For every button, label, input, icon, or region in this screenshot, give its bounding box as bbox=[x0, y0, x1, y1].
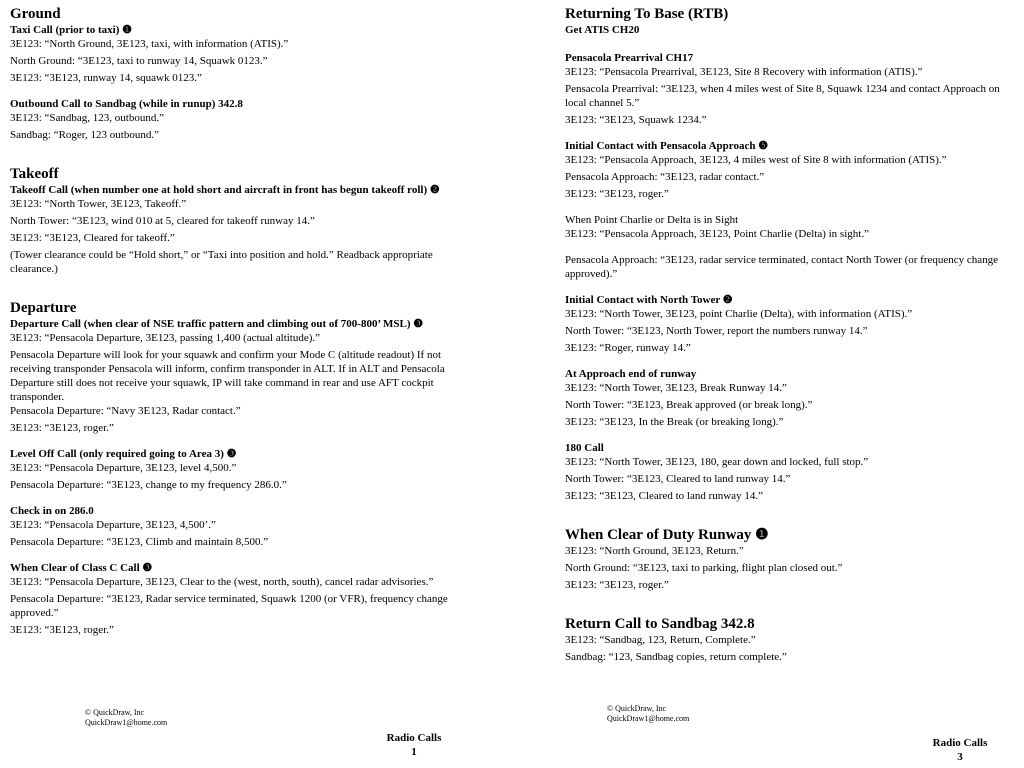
dialog-line: Sandbag: “123, Sandbag copies, return complete.” bbox=[565, 651, 787, 663]
dialog-line: North Tower: “3E123, North Tower, report the numbers runway 14.” bbox=[565, 325, 868, 337]
section-heading-ground: Ground bbox=[10, 6, 61, 22]
dialog-line: 3E123: “Roger, runway 14.” bbox=[565, 342, 691, 354]
dialog-line: Pensacola Departure: “3E123, Radar service terminated, Squawk 1200 (or VFR), frequency change approved.” bbox=[10, 593, 448, 619]
clearance-note: (Tower clearance could be “Hold short,” or “Taxi into position and hold.” Readback appropriate clearance.) bbox=[10, 249, 433, 275]
page-title: Radio Calls bbox=[932, 737, 988, 749]
dialog-line: North Ground: “3E123, taxi to parking, flight plan closed out.” bbox=[565, 562, 843, 574]
dialog-line: North Tower: “3E123, wind 010 at 5, cleared for takeoff runway 14.” bbox=[10, 215, 315, 227]
page-number: 1 bbox=[411, 746, 417, 758]
dialog-line: 3E123: “3E123, Cleared for takeoff.” bbox=[10, 232, 175, 244]
call-heading-approach: Initial Contact with Pensacola Approach ❺ bbox=[565, 140, 769, 152]
dialog-line: Sandbag: “Roger, 123 outbound.” bbox=[10, 129, 159, 141]
dialog-line: Pensacola Prearrival: “3E123, when 4 miles west of Site 8, Squawk 1234 and contact Approach on local channel 5.” bbox=[565, 83, 1000, 109]
call-heading-north-tower: Initial Contact with North Tower ❷ bbox=[565, 294, 733, 306]
page-label bbox=[920, 736, 1000, 764]
call-heading-departure: Departure Call (when clear of NSE traffic pattern and climbing out of 700-800’ MSL) ❸ bbox=[10, 318, 424, 330]
call-heading-taxi: Taxi Call (prior to taxi) ❶ bbox=[10, 24, 132, 36]
copyright-footer bbox=[607, 704, 689, 724]
call-heading-takeoff: Takeoff Call (when number one at hold short and aircraft in front has begun takeoff roll) ❷ bbox=[10, 184, 440, 196]
left-column bbox=[10, 5, 460, 640]
dialog-line: 3E123: “3E123, roger.” bbox=[565, 188, 669, 200]
section-heading-duty-runway: When Clear of Duty Runway ❶ bbox=[565, 527, 769, 543]
call-heading-180: 180 Call bbox=[565, 442, 604, 454]
dialog-line: 3E123: “North Tower, 3E123, 180, gear down and locked, full stop.” bbox=[565, 456, 869, 468]
dialog-line: 3E123: “Sandbag, 123, Return, Complete.” bbox=[565, 634, 756, 646]
dialog-line: North Tower: “3E123, Cleared to land runway 14.” bbox=[565, 473, 791, 485]
dialog-line: 3E123: “Pensacola Departure, 3E123, 4,500’.” bbox=[10, 519, 216, 531]
dialog-line: 3E123: “North Ground, 3E123, taxi, with information (ATIS).” bbox=[10, 38, 289, 50]
page-right bbox=[512, 0, 1024, 768]
dialog-line: Pensacola Departure: “Navy 3E123, Radar contact.” bbox=[10, 405, 241, 417]
dialog-line: 3E123: “Sandbag, 123, outbound.” bbox=[10, 112, 164, 124]
dialog-line: 3E123: “Pensacola Departure, 3E123, Clear to the (west, north, south), cancel radar advisories.” bbox=[10, 576, 434, 588]
contact-email: QuickDraw1@home.com bbox=[85, 718, 168, 727]
dialog-line: North Ground: “3E123, taxi to runway 14, Squawk 0123.” bbox=[10, 55, 268, 67]
dialog-line: 3E123: “North Tower, 3E123, Break Runway 14.” bbox=[565, 382, 787, 394]
dialog-line: 3E123: “North Tower, 3E123, point Charlie (Delta), with information (ATIS).” bbox=[565, 308, 913, 320]
page-number: 3 bbox=[957, 751, 963, 763]
call-heading-outbound: Outbound Call to Sandbag (while in runup) 342.8 bbox=[10, 98, 243, 110]
dialog-line: 3E123: “North Ground, 3E123, Return.” bbox=[565, 545, 744, 557]
call-heading-class-c: When Clear of Class C Call ❸ bbox=[10, 562, 153, 574]
dialog-line: North Tower: “3E123, Break approved (or break long).” bbox=[565, 399, 813, 411]
section-heading-takeoff: Takeoff bbox=[10, 166, 59, 182]
copyright-text: © QuickDraw, Inc bbox=[85, 708, 145, 717]
sight-note: When Point Charlie or Delta is in Sight bbox=[565, 214, 739, 226]
dialog-line: 3E123: “North Tower, 3E123, Takeoff.” bbox=[10, 198, 187, 210]
copyright-footer bbox=[85, 708, 167, 728]
call-heading-level-off: Level Off Call (only required going to Area 3) ❸ bbox=[10, 448, 237, 460]
page-label bbox=[374, 731, 454, 759]
dialog-line: 3E123: “3E123, In the Break (or breaking long).” bbox=[565, 416, 784, 428]
section-heading-sandbag-return: Return Call to Sandbag 342.8 bbox=[565, 616, 755, 632]
dialog-line: 3E123: “3E123, roger.” bbox=[565, 579, 669, 591]
dialog-line: 3E123: “Pensacola Approach, 3E123, 4 miles west of Site 8 with information (ATIS).” bbox=[565, 154, 947, 166]
dialog-line: 3E123: “3E123, roger.” bbox=[10, 624, 114, 636]
dialog-line: Pensacola Departure: “3E123, change to my frequency 286.0.” bbox=[10, 479, 287, 491]
dialog-line: 3E123: “Pensacola Approach, 3E123, Point Charlie (Delta) in sight.” bbox=[565, 228, 869, 240]
section-heading-rtb: Returning To Base (RTB) bbox=[565, 6, 729, 22]
dialog-line: Pensacola Approach: “3E123, radar contact.” bbox=[565, 171, 765, 183]
atis-instruction: Get ATIS CH20 bbox=[565, 24, 640, 36]
dialog-line: 3E123: “Pensacola Prearrival, 3E123, Site 8 Recovery with information (ATIS).” bbox=[565, 66, 923, 78]
dialog-line: 3E123: “Pensacola Departure, 3E123, passing 1,400 (actual altitude).” bbox=[10, 332, 321, 344]
dialog-line: 3E123: “3E123, Cleared to land runway 14.” bbox=[565, 490, 763, 502]
dialog-line: Pensacola Approach: “3E123, radar service terminated, contact North Tower (or frequency change approved).” bbox=[565, 254, 999, 280]
right-column bbox=[565, 5, 1020, 667]
copyright-text: © QuickDraw, Inc bbox=[607, 704, 667, 713]
contact-email: QuickDraw1@home.com bbox=[607, 714, 690, 723]
call-heading-check-in: Check in on 286.0 bbox=[10, 505, 94, 517]
call-heading-approach-end: At Approach end of runway bbox=[565, 368, 697, 380]
section-heading-departure: Departure bbox=[10, 300, 77, 316]
dialog-line: 3E123: “3E123, Squawk 1234.” bbox=[565, 114, 707, 126]
dialog-line: 3E123: “Pensacola Departure, 3E123, level 4,500.” bbox=[10, 462, 237, 474]
departure-note: Pensacola Departure will look for your squawk and confirm your Mode C (altitude readout) If not receiving transponder Pensacola will inform, confirm transponder in ALT. If in ALT and Pensacola Departure still does not receive your squawk, IP will take command in rear and use AFT cockpit transponder. bbox=[10, 349, 445, 403]
dialog-line: 3E123: “3E123, runway 14, squawk 0123.” bbox=[10, 72, 202, 84]
call-heading-prearrival: Pensacola Prearrival CH17 bbox=[565, 52, 694, 64]
dialog-line: 3E123: “3E123, roger.” bbox=[10, 422, 114, 434]
dialog-line: Pensacola Departure: “3E123, Climb and maintain 8,500.” bbox=[10, 536, 269, 548]
page-title: Radio Calls bbox=[386, 732, 442, 744]
